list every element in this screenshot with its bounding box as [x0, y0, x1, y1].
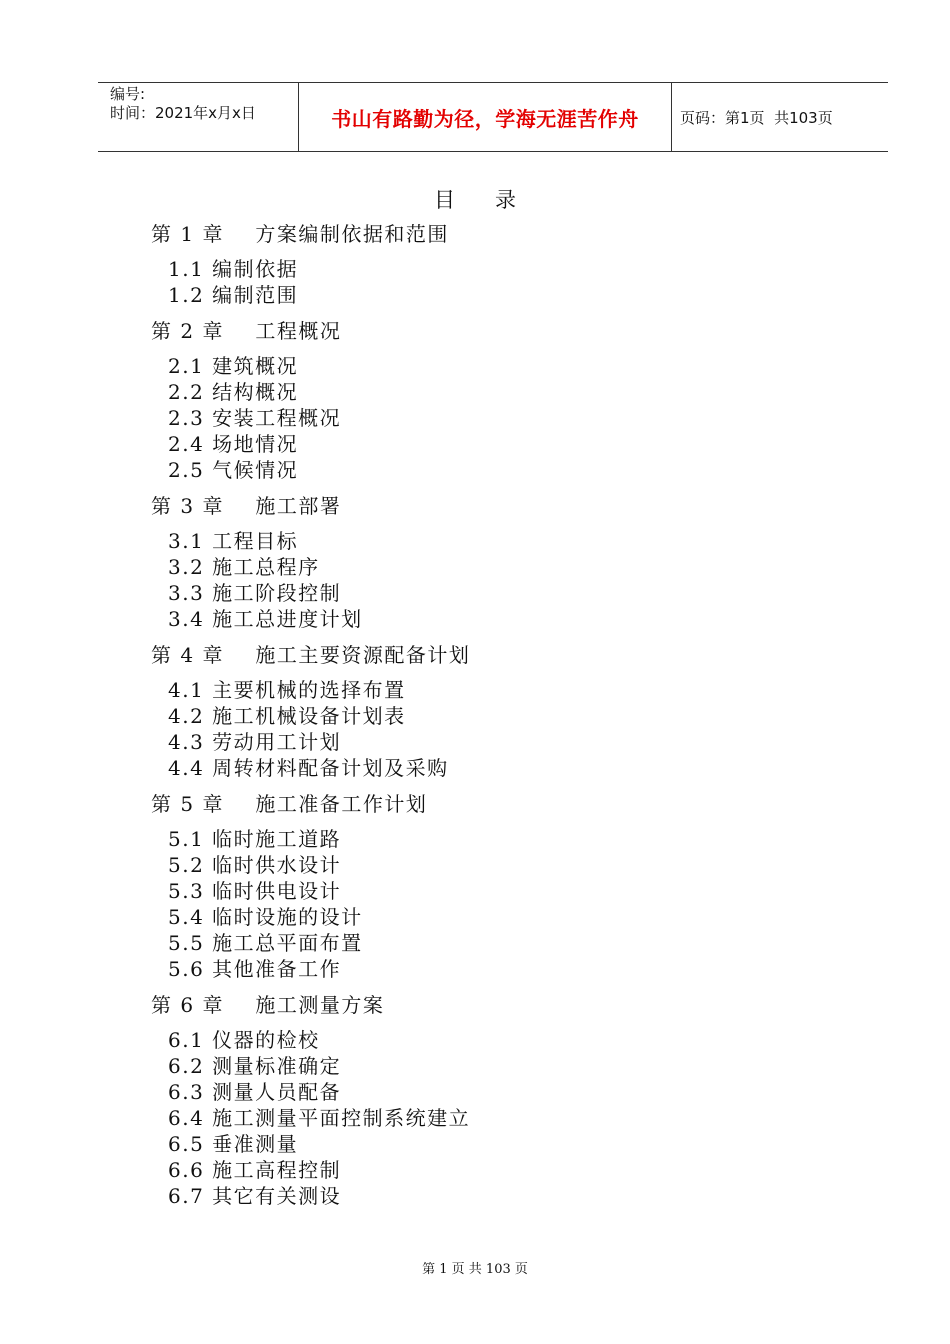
toc-section-entry[interactable]: 4.1 主要机械的选择布置 — [168, 678, 406, 702]
page-footer — [0, 1258, 950, 1277]
footer-page-number: 第 1 页 共 103 页 — [422, 1262, 528, 1277]
toc-section-entry[interactable]: 6.5 垂准测量 — [168, 1132, 299, 1156]
toc-chapter-entry[interactable]: 第 1 章 方案编制依据和范围 — [151, 222, 449, 246]
document-number-label: 编号: — [110, 85, 146, 103]
toc-section-entry[interactable]: 3.3 施工阶段控制 — [168, 581, 342, 605]
toc-section-entry[interactable]: 1.1 编制依据 — [168, 257, 299, 281]
toc-section-entry[interactable]: 6.2 测量标准确定 — [168, 1054, 342, 1078]
toc-section-entry[interactable]: 2.1 建筑概况 — [168, 354, 299, 378]
header-meta — [98, 83, 299, 151]
toc-section-entry[interactable]: 4.4 周转材料配备计划及采购 — [168, 756, 449, 780]
toc-chapter-entry[interactable]: 第 6 章 施工测量方案 — [151, 993, 385, 1017]
toc-section-entry[interactable]: 2.2 结构概况 — [168, 380, 299, 404]
toc-title — [0, 184, 950, 214]
toc-section-entry[interactable]: 3.1 工程目标 — [168, 529, 299, 553]
toc-section-entry[interactable]: 3.4 施工总进度计划 — [168, 607, 363, 631]
toc-section-entry[interactable]: 5.1 临时施工道路 — [168, 827, 342, 851]
header-page-info — [672, 83, 888, 151]
toc-section-entry[interactable]: 2.4 场地情况 — [168, 432, 299, 456]
toc-section-entry[interactable]: 6.6 施工高程控制 — [168, 1158, 342, 1182]
toc-chapter-entry[interactable]: 第 4 章 施工主要资源配备计划 — [151, 643, 471, 667]
toc-section-entry[interactable]: 6.1 仪器的检校 — [168, 1028, 320, 1052]
toc-section-entry[interactable]: 5.2 临时供水设计 — [168, 853, 342, 877]
toc-chapter-entry[interactable]: 第 3 章 施工部署 — [151, 494, 342, 518]
header-page-count: 页码：第1页 共103页 — [680, 108, 833, 127]
header-motto: 书山有路勤为径，学海无涯苦作舟 — [299, 83, 672, 151]
toc-section-entry[interactable]: 5.4 临时设施的设计 — [168, 905, 363, 929]
toc-section-entry[interactable]: 1.2 编制范围 — [168, 283, 299, 307]
toc-section-entry[interactable]: 6.4 施工测量平面控制系统建立 — [168, 1106, 471, 1130]
toc-chapter-entry[interactable]: 第 2 章 工程概况 — [151, 319, 342, 343]
toc-section-entry[interactable]: 5.5 施工总平面布置 — [168, 931, 363, 955]
toc-section-entry[interactable]: 2.5 气候情况 — [168, 458, 299, 482]
toc-section-entry[interactable]: 6.3 测量人员配备 — [168, 1080, 342, 1104]
toc-section-entry[interactable]: 6.7 其它有关测设 — [168, 1184, 342, 1208]
document-date: 时间：2021年x月x日 — [110, 104, 256, 122]
toc-section-entry[interactable]: 3.2 施工总程序 — [168, 555, 320, 579]
toc-section-entry[interactable]: 4.2 施工机械设备计划表 — [168, 704, 406, 728]
toc-section-entry[interactable]: 5.6 其他准备工作 — [168, 957, 342, 981]
toc-section-entry[interactable]: 4.3 劳动用工计划 — [168, 730, 342, 754]
page-header — [98, 82, 888, 152]
toc-title-text: 目 录 — [433, 188, 517, 212]
toc-chapter-entry[interactable]: 第 5 章 施工准备工作计划 — [151, 792, 428, 816]
toc-section-entry[interactable]: 2.3 安装工程概况 — [168, 406, 342, 430]
toc-section-entry[interactable]: 5.3 临时供电设计 — [168, 879, 342, 903]
